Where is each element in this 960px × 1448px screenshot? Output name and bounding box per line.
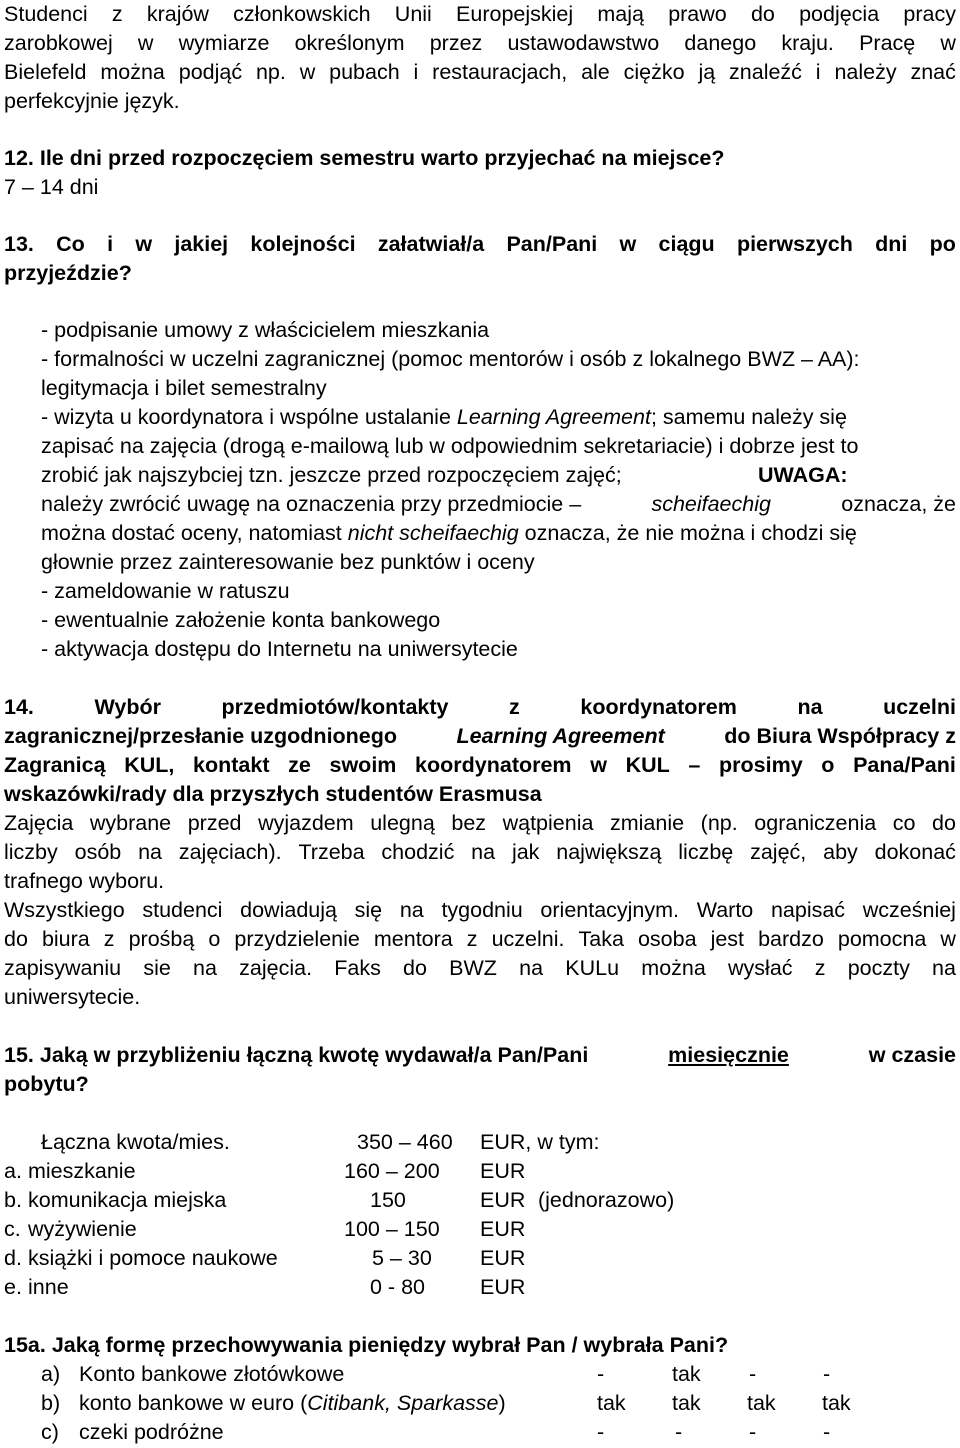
word: w [135, 232, 153, 256]
expense-currency: EUR [480, 1217, 526, 1241]
answer-13-line-4-pre: - wizyta u koordynatora i wspólne ustalanie [41, 405, 451, 429]
word: znać [910, 60, 956, 84]
word: poczty [847, 956, 910, 980]
word: swoim [329, 753, 397, 777]
word: dowiadują [240, 898, 337, 922]
word: jakiej [174, 232, 229, 256]
answer-14-p2-line-2 [4, 925, 956, 954]
word: określonym [294, 31, 405, 55]
word: orientacyjnym. [540, 898, 680, 922]
storage-label: Konto bankowe złotówkowe [79, 1362, 345, 1386]
answer-14-p1-line-3: trafnego wyboru. [4, 869, 165, 893]
word: z [509, 695, 520, 719]
storage-col-3: - [749, 1420, 757, 1444]
question-15a: 15a. Jaką formę przechowywania pieniędzy wybrał Pan / wybrała Pani? [4, 1333, 729, 1357]
word: na [932, 956, 956, 980]
word: wysłać [728, 956, 793, 980]
word: na [797, 695, 823, 719]
storage-label [79, 1389, 506, 1418]
word: dni [875, 232, 908, 256]
word: Warto [696, 898, 754, 922]
word: w [940, 31, 956, 55]
word: Faks [334, 956, 381, 980]
storage-letter: b) [41, 1391, 61, 1415]
question-15-line-1 [4, 1041, 956, 1070]
answer-14-p1-line-2 [4, 838, 956, 867]
word: jest [710, 927, 745, 951]
storage-col-3: tak [747, 1391, 776, 1415]
answer-13-line-5: zapisać na zajęcia (drogą e-mailową lub w odpowiednim sekretariacie) i dobrze jest to [41, 434, 859, 458]
answer-13-line-12: - aktywacja dostępu do Internetu na uniwersytecie [41, 637, 518, 661]
word: w [619, 232, 637, 256]
expense-label: wyżywienie [28, 1217, 137, 1241]
bank-names: Citibank, Sparkasse [307, 1391, 499, 1415]
total-value: 350 – 460 [357, 1130, 453, 1154]
uwaga-label: UWAGA: [758, 463, 848, 487]
word: na [193, 956, 217, 980]
answer-13-line-7-pre: należy zwrócić uwagę na oznaczenia przy przedmiocie – [41, 492, 582, 516]
answer-13-line-1: - podpisanie umowy z właścicielem mieszkania [41, 318, 490, 342]
word: osoba [637, 927, 697, 951]
word: z [466, 927, 478, 951]
word: BWZ [449, 956, 497, 980]
expense-value: 160 – 200 [344, 1159, 440, 1183]
question-15-line-1-post: w czasie [868, 1043, 956, 1067]
answer-13-line-10: - zameldowanie w ratuszu [41, 579, 290, 603]
word: danego [684, 31, 757, 55]
word: członkowskich [233, 2, 371, 26]
word: pracy [903, 2, 956, 26]
answer-13-line-3: legitymacja i bilet semestralny [41, 376, 327, 400]
storage-letter: c) [41, 1420, 59, 1444]
word: prawo [668, 2, 727, 26]
word: zarobkowej [4, 31, 113, 55]
answer-13-line-2: - formalności w uczelni zagranicznej (pomoc mentorów i osób z lokalnego BWZ – AA): [41, 347, 860, 371]
intro-line-1 [4, 0, 956, 29]
word: o [208, 927, 221, 951]
word: 14. [4, 695, 34, 719]
word: studenci [142, 898, 223, 922]
answer-13-line-8-pre: można dostać oceny, natomiast [41, 521, 342, 545]
storage-col-1: - [597, 1420, 605, 1444]
word: z [814, 956, 826, 980]
word: przedmiotów/kontakty [221, 695, 449, 719]
storage-col-4: - [823, 1362, 831, 1386]
word: Co [56, 232, 85, 256]
word: Unii [394, 2, 432, 26]
storage-col-2: - [675, 1420, 683, 1444]
word: ciężko [623, 60, 685, 84]
word: do [4, 927, 28, 951]
answer-14-p2-line-4: uniwersytecie. [4, 985, 141, 1009]
word: Pracę [859, 31, 916, 55]
expense-currency: EUR [480, 1246, 526, 1270]
expense-letter: a. [4, 1159, 22, 1183]
word: zajęciach). [178, 840, 282, 864]
word: wyjazdem [258, 811, 354, 835]
word: koordynatorem [415, 753, 572, 777]
word: ustawodawstwo [507, 31, 660, 55]
monthly-underlined: miesięcznie [668, 1043, 789, 1067]
word: napisać [770, 898, 846, 922]
word: podjęcia [799, 2, 880, 26]
answer-14-p2-line-1 [4, 896, 956, 925]
word: koordynatorem [580, 695, 737, 719]
word: z [111, 2, 123, 26]
word: osób [74, 840, 122, 864]
word: do [932, 811, 956, 835]
word: np. [255, 60, 286, 84]
answer-13-line-11: - ewentualnie założenie konta bankowego [41, 608, 441, 632]
word: bardzo [758, 927, 824, 951]
question-14-line-4: wskazówki/rady dla przyszłych studentów Erasmusa [4, 782, 542, 806]
expense-value: 5 – 30 [372, 1246, 432, 1270]
word: dokonać [874, 840, 956, 864]
expense-label: mieszkanie [28, 1159, 136, 1183]
word: wcześniej [862, 898, 956, 922]
word: prośbą [128, 927, 195, 951]
word: przed [187, 811, 242, 835]
word: liczbę [678, 840, 734, 864]
word: pomocna [837, 927, 927, 951]
word: ale [581, 60, 610, 84]
expense-value: 150 [370, 1188, 406, 1212]
intro-line-3 [4, 58, 956, 87]
learning-agreement-term-bold: Learning Agreement [456, 724, 665, 748]
question-14-line-1 [4, 693, 956, 722]
answer-13-line-8 [41, 519, 857, 548]
word: o [821, 753, 835, 777]
expense-currency: EUR [480, 1188, 526, 1212]
storage-letter: a) [41, 1362, 61, 1386]
word: znaleźć [729, 60, 802, 84]
word: wybrane [89, 811, 172, 835]
answer-13-line-9: głownie przez zainteresowanie bez punktów i oceny [41, 550, 535, 574]
word: uczelni [883, 695, 956, 719]
word: zapisywaniu [4, 956, 122, 980]
expense-note: (jednorazowo) [538, 1188, 675, 1212]
storage-label-post: ) [498, 1391, 506, 1415]
word: załatwiał/a [377, 232, 485, 256]
word: zajęć, [750, 840, 807, 864]
storage-col-2: tak [672, 1362, 701, 1386]
word: 13. [4, 232, 34, 256]
intro-line-2 [4, 29, 956, 58]
answer-14-p2-line-3 [4, 954, 956, 983]
word: jak [511, 840, 540, 864]
word: aby [823, 840, 858, 864]
expense-letter: b. [4, 1188, 22, 1212]
storage-col-3: - [749, 1362, 757, 1386]
word: kontakt [193, 753, 270, 777]
word: można [641, 956, 706, 980]
word: Zajęcia [4, 811, 74, 835]
word: podjąć [178, 60, 243, 84]
learning-agreement-term: Learning Agreement [456, 405, 651, 429]
word: Trzeba [298, 840, 365, 864]
storage-label: czeki podróżne [79, 1420, 224, 1444]
word: Europejskiej [456, 2, 574, 26]
word: KULu [565, 956, 620, 980]
word: zmianie [610, 811, 685, 835]
word: tygodniu [441, 898, 523, 922]
expense-letter: d. [4, 1246, 22, 1270]
storage-col-2: tak [672, 1391, 701, 1415]
nicht-scheifaechig-term: nicht scheifaechig [347, 521, 519, 545]
word: kolejności [250, 232, 356, 256]
question-14-line-2 [4, 722, 956, 751]
word: Studenci [4, 2, 88, 26]
word: Bielefeld [4, 60, 87, 84]
word: ulegną [370, 811, 435, 835]
word: co [892, 811, 916, 835]
word: na [519, 956, 544, 980]
word: liczby [4, 840, 58, 864]
storage-col-1: - [597, 1362, 605, 1386]
word: wymiarze [178, 31, 270, 55]
expense-value: 100 – 150 [344, 1217, 440, 1241]
word: w [137, 31, 154, 55]
expense-letter: e. [4, 1275, 22, 1299]
word: przez [429, 31, 483, 55]
word: ze [288, 753, 311, 777]
storage-label-pre: konto bankowe w euro ( [79, 1391, 308, 1415]
question-13-line-1 [4, 230, 956, 259]
word: i [815, 60, 821, 84]
answer-13-line-4-post: ; samemu należy się [650, 405, 847, 429]
word: w [590, 753, 607, 777]
word: z [103, 927, 115, 951]
word: pierwszych [736, 232, 853, 256]
word: do [750, 2, 775, 26]
word: największą [556, 840, 662, 864]
expense-currency: EUR [480, 1159, 526, 1183]
word: ograniczenia [754, 811, 877, 835]
question-14-line-2-pre: zagranicznej/przesłanie uzgodnionego [4, 724, 398, 748]
answer-13-line-8-post: oznacza, że nie można i chodzi się [524, 521, 857, 545]
word: mentora [373, 927, 453, 951]
storage-col-4: tak [822, 1391, 851, 1415]
word: w [940, 927, 956, 951]
expense-label: inne [28, 1275, 69, 1299]
word: Taka [578, 927, 624, 951]
word: KUL, [124, 753, 175, 777]
word: (np. [700, 811, 738, 835]
word: ją [698, 60, 716, 84]
word: przydzielenie [234, 927, 360, 951]
word: na [399, 898, 424, 922]
word: Pan/Pani [506, 232, 598, 256]
answer-13-line-4 [41, 403, 847, 432]
word: w [299, 60, 316, 84]
word: KUL [625, 753, 670, 777]
word: po [929, 232, 956, 256]
word: ciągu [658, 232, 715, 256]
expense-letter: c. [4, 1217, 21, 1241]
word: sie [143, 956, 171, 980]
word: należy [834, 60, 897, 84]
storage-col-4: - [823, 1420, 831, 1444]
scheifaechig-term: scheifaechig [651, 492, 771, 516]
answer-13-line-7-post: oznacza, że [841, 492, 956, 516]
answer-14-p1-line-1 [4, 809, 956, 838]
answer-13-line-7 [41, 490, 956, 519]
expense-value: 0 - 80 [370, 1275, 425, 1299]
intro-line-4: perfekcyjnie język. [4, 89, 180, 113]
total-currency: EUR, w tym: [480, 1130, 600, 1154]
expense-label: książki i pomoce naukowe [28, 1246, 278, 1270]
word: do [403, 956, 427, 980]
word: chodzić [381, 840, 455, 864]
word: zajęcia. [239, 956, 313, 980]
word: krajów [146, 2, 209, 26]
word: Wszystkiego [4, 898, 125, 922]
word: wątpienia [502, 811, 594, 835]
total-label: Łączna kwota/mies. [41, 1130, 230, 1154]
word: Zagranicą [4, 753, 106, 777]
word: i [107, 232, 114, 256]
word: pubach [329, 60, 400, 84]
answer-12: 7 – 14 dni [4, 175, 99, 199]
word: prosimy [719, 753, 803, 777]
storage-col-1: tak [597, 1391, 626, 1415]
expense-label: komunikacja miejska [28, 1188, 227, 1212]
question-15-line-1-pre: 15. Jaką w przybliżeniu łączną kwotę wydawał/a Pan/Pani [4, 1043, 589, 1067]
answer-13-line-6: zrobić jak najszybciej tzn. jeszcze przed rozpoczęciem zajęć; [41, 463, 622, 487]
word: biura [41, 927, 90, 951]
question-14-line-3 [4, 751, 956, 780]
word: Wybór [94, 695, 161, 719]
question-13-line-2: przyjeździe? [4, 261, 132, 285]
word: i [413, 60, 419, 84]
word: kraju. [781, 31, 834, 55]
word: mają [597, 2, 644, 26]
question-12: 12. Ile dni przed rozpoczęciem semestru warto przyjechać na miejsce? [4, 146, 725, 170]
expense-currency: EUR [480, 1275, 526, 1299]
word: na [471, 840, 496, 864]
word: Pana/Pani [853, 753, 956, 777]
question-14-line-2-post: do Biura Współpracy z [724, 724, 956, 748]
word: uczelni. [491, 927, 565, 951]
word: można [100, 60, 165, 84]
question-15-line-2: pobytu? [4, 1072, 89, 1096]
word: bez [451, 811, 487, 835]
word: – [688, 753, 701, 777]
word: się [354, 898, 383, 922]
word: restauracjach, [432, 60, 568, 84]
word: na [138, 840, 162, 864]
